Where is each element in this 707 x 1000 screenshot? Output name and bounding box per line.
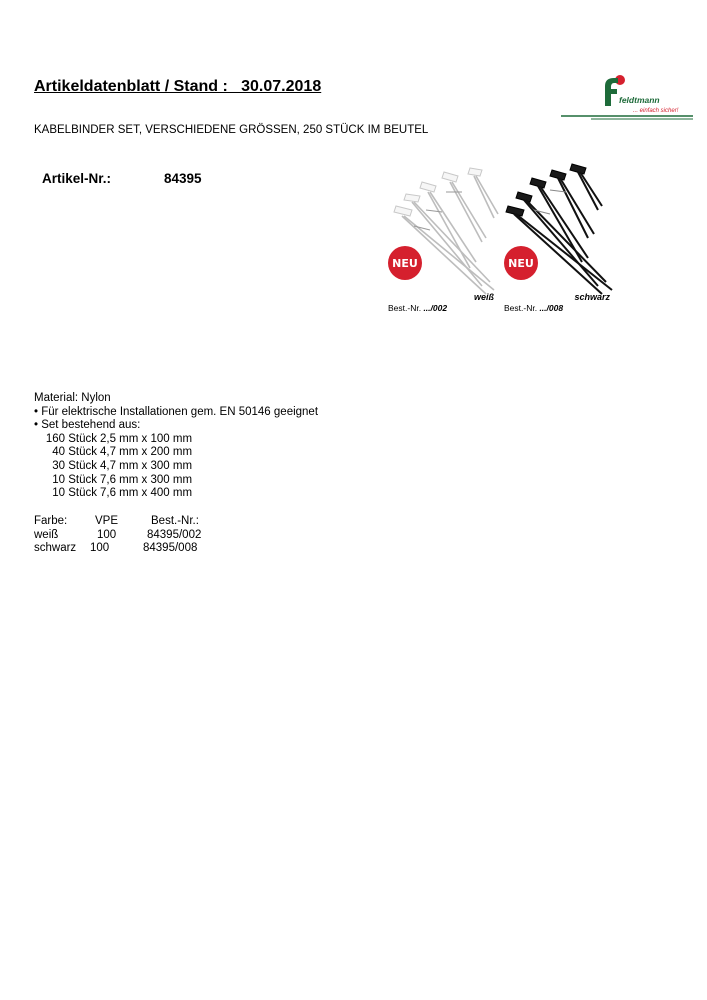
color-label-white: weiß [473, 292, 494, 302]
set-item: 10 Stück 7,6 mm x 300 mm [52, 473, 193, 486]
header-farbe: Farbe: [34, 515, 68, 527]
bullet-set: • Set bestehend aus: [34, 419, 141, 432]
feldtmann-logo [561, 74, 693, 122]
set-item: 40 Stück 4,7 mm x 200 mm [52, 446, 193, 459]
new-badge: NEU [504, 246, 538, 280]
table-row: schwarz 100 84395/008 [34, 542, 198, 555]
table-header [34, 515, 199, 529]
variant-table [34, 515, 202, 556]
article-number-label: Artikel-Nr.: [42, 171, 112, 186]
logo-brand: feldtmann [619, 95, 660, 105]
article-number-value: 84395 [164, 171, 202, 186]
set-item: 10 Stück 7,6 mm x 400 mm [52, 487, 193, 500]
table-row: weiß 100 84395/002 [34, 528, 202, 541]
logo-f-icon [605, 78, 618, 106]
product-white [386, 158, 504, 318]
product-black [502, 158, 620, 318]
color-label-black: schwarz [574, 292, 610, 302]
header-bestnr: Best.-Nr.: [151, 515, 199, 527]
bullet-installation: • Für elektrische Installationen gem. EN 50146 geeignet [34, 405, 319, 418]
new-badge: NEU [388, 246, 422, 280]
order-number-black: Best.-Nr. .../008 [504, 303, 564, 313]
header-vpe: VPE [95, 515, 119, 527]
set-item: 160 Stück 2,5 mm x 100 mm [45, 432, 193, 445]
set-item: 30 Stück 4,7 mm x 300 mm [52, 459, 193, 472]
logo-slogan: ... einfach sicher! [633, 108, 679, 114]
product-subtitle: KABELBINDER SET, VERSCHIEDENE GRÖSSEN, 250 STÜCK IM BEUTEL [34, 124, 429, 136]
page-title: Artikeldatenblatt / Stand : 30.07.2018 [34, 78, 322, 95]
product-description [34, 392, 318, 501]
material-line: Material: Nylon [34, 392, 111, 404]
order-number-white: Best.-Nr. .../002 [388, 303, 448, 313]
